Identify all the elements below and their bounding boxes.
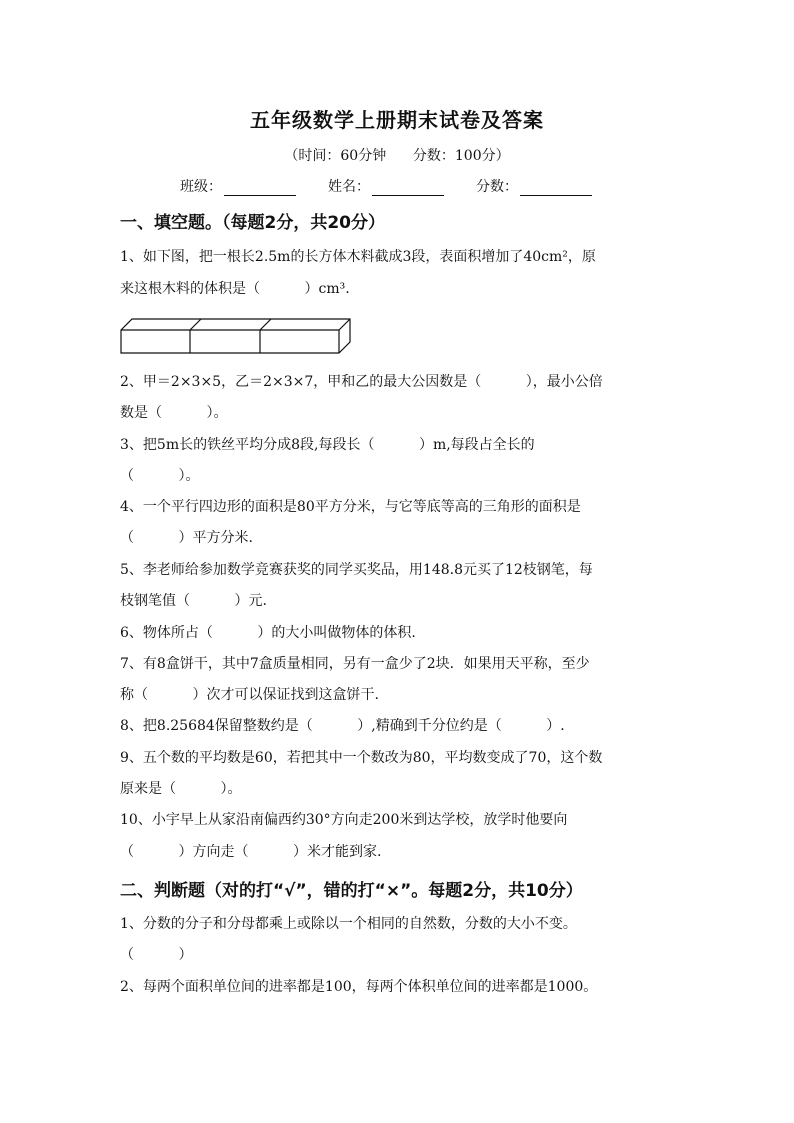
section-heading-fill: 一、填空题。（每题2分，共20分） — [120, 213, 385, 233]
wood-block-corner-edge — [339, 319, 350, 330]
question-line: 原来是（ ）。 — [120, 781, 242, 797]
question-line: 数是（ ）。 — [120, 405, 228, 421]
cut-line — [260, 319, 271, 330]
exam-subtitle: （时间：60分钟 分数：100分） — [284, 148, 510, 164]
question-line: 3、把5m长的铁丝平均分成8段,每段长（ ）m,每段占全长的 — [120, 437, 535, 453]
question-line: 1、分数的分子和分母都乘上或除以一个相同的自然数，分数的大小不变。 — [120, 916, 577, 932]
question-line: 2、每两个面积单位间的进率都是100，每两个体积单位间的进率都是1000。 — [120, 979, 598, 995]
question-line: 6、物体所占（ ）的大小叫做物体的体积. — [120, 625, 416, 641]
question-line: 4、一个平行四边形的面积是80平方分米，与它等底等高的三角形的面积是 — [120, 499, 581, 515]
wood-block-outline — [121, 319, 350, 353]
score-label: 分数： — [476, 179, 518, 195]
name-label: 姓名： — [328, 179, 370, 195]
question-line: 枝钢笔值（ ）元. — [120, 593, 267, 609]
question-line: 10、小宇早上从家沿南偏西约30°方向走200米到达学校，放学时他要向 — [120, 812, 568, 828]
question-line: 2、甲＝2×3×5，乙＝2×3×7，甲和乙的最大公因数是（ ），最小公倍 — [120, 374, 603, 390]
question-line: 7、有8盒饼干，其中7盒质量相同，另有一盒少了2块．如果用天平称，至少 — [120, 656, 590, 672]
question-line: 1、如下图，把一根长2.5m的长方体木料截成3段，表面积增加了40cm²，原 — [120, 249, 596, 265]
question-line: 9、五个数的平均数是60，若把其中一个数改为80，平均数变成了70，这个数 — [120, 750, 603, 766]
class-label: 班级： — [180, 179, 222, 195]
student-info-row — [180, 176, 624, 196]
class-field — [180, 176, 296, 196]
page-title: 五年级数学上册期末试卷及答案 — [250, 108, 544, 132]
class-blank[interactable] — [224, 180, 296, 196]
question-line: （ ）。 — [120, 468, 200, 484]
wood-block-diagram — [120, 318, 352, 354]
question-line: 称（ ）次才可以保证找到这盒饼干. — [120, 687, 379, 703]
score-blank[interactable] — [520, 180, 592, 196]
question-line: （ ）平方分米. — [120, 530, 253, 546]
question-line: （ ） — [120, 947, 193, 963]
score-field — [476, 176, 592, 196]
question-line: （ ）方向走（ ）米才能到家. — [120, 844, 382, 860]
section-heading-judge: 二、判断题（对的打“√”，错的打“×”。每题2分，共10分） — [120, 881, 583, 901]
question-line: 8、把8.25684保留整数约是（ ）,精确到千分位约是（ ）. — [120, 718, 565, 734]
question-line: 5、李老师给参加数学竞赛获奖的同学买奖品，用148.8元买了12枝钢笔，每 — [120, 562, 593, 578]
question-line: 来这根木料的体积是（ ）cm³. — [120, 281, 350, 297]
cut-line — [190, 319, 201, 330]
name-field — [328, 176, 444, 196]
name-blank[interactable] — [372, 180, 444, 196]
